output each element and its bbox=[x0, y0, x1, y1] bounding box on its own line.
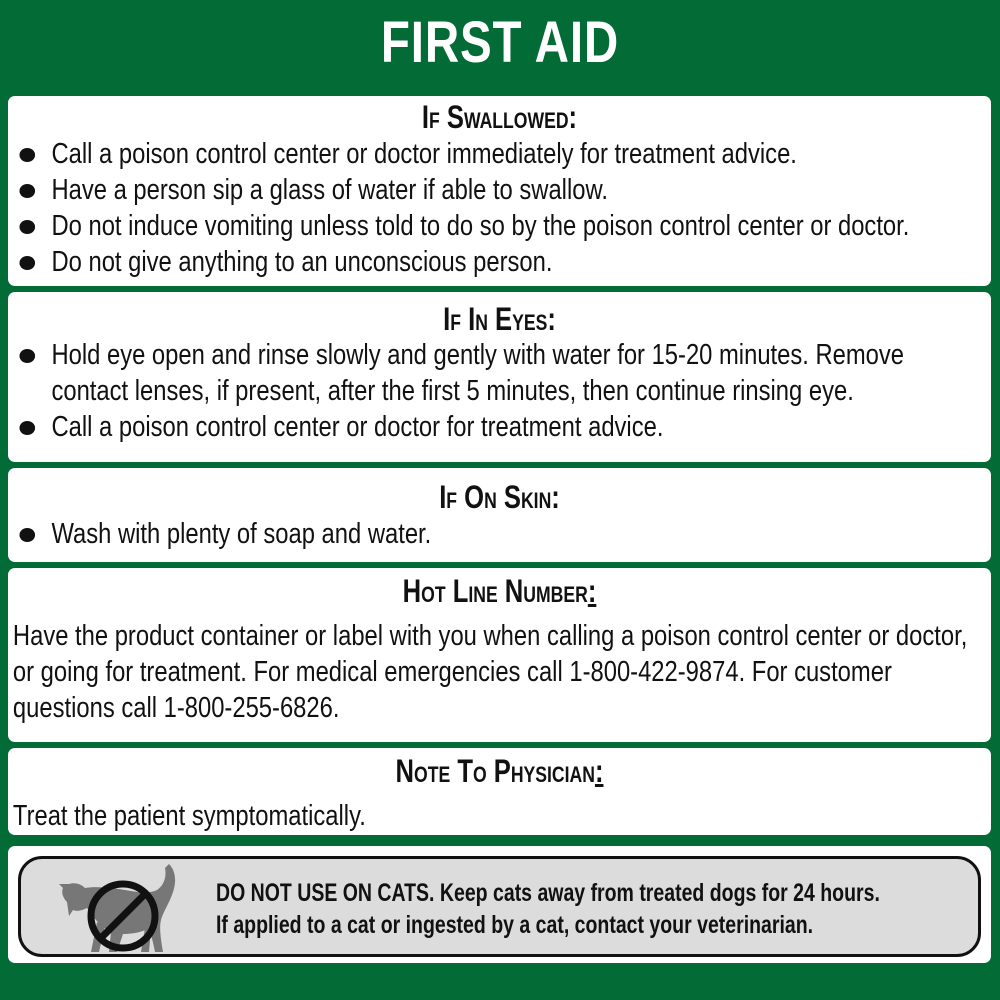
heading-text: Hot Line Number bbox=[402, 573, 588, 609]
list-item: Have a person sip a glass of water if able to swallow. bbox=[8, 172, 984, 208]
heading-colon: : bbox=[587, 573, 597, 609]
cat-warning-badge bbox=[18, 856, 981, 957]
page-title: FIRST AID bbox=[380, 10, 620, 75]
section-if-swallowed bbox=[8, 96, 991, 286]
section-if-in-eyes bbox=[8, 292, 991, 462]
list-item: Call a poison control center or doctor for treatment advice. bbox=[8, 409, 984, 445]
bullet-list bbox=[8, 337, 984, 445]
hotline-text: Have the product container or label with you when calling a poison control center or doctor, or going for treatment. For medical emergencies call 1-800-422-9874. For customer questions call 1-800-255-6826. bbox=[12, 620, 968, 724]
list-item: Wash with plenty of soap and water. bbox=[8, 516, 984, 552]
section-heading: If On Skin: bbox=[439, 479, 560, 515]
physician-text: Treat the patient symptomatically. bbox=[12, 800, 366, 832]
cat-warning-panel bbox=[8, 846, 991, 963]
bullet-list bbox=[8, 516, 984, 552]
heading-text: Note To Physician bbox=[395, 753, 595, 789]
bullet-list bbox=[8, 136, 984, 280]
list-item: Hold eye open and rinse slowly and gently with water for 15-20 minutes. Remove contact lenses, if present, after the first 5 minutes, then continue rinsing eye. bbox=[8, 337, 953, 409]
no-cats-icon bbox=[57, 862, 187, 954]
list-item: Call a poison control center or doctor immediately for treatment advice. bbox=[8, 136, 984, 172]
section-heading: If In Eyes: bbox=[443, 301, 556, 337]
section-heading: If Swallowed: bbox=[421, 99, 578, 135]
section-if-on-skin bbox=[8, 468, 991, 562]
cat-warning-text: DO NOT USE ON CATS. Keep cats away from treated dogs for 24 hours. If applied to a cat or ingested by a cat, contact your veterinarian. bbox=[216, 879, 880, 939]
heading-colon: : bbox=[594, 753, 604, 789]
section-heading bbox=[106, 754, 892, 788]
section-hotline bbox=[8, 568, 991, 742]
list-item: Do not give anything to an unconscious person. bbox=[8, 244, 984, 280]
section-heading bbox=[106, 574, 892, 608]
list-item: Do not induce vomiting unless told to do so by the poison control center or doctor. bbox=[8, 208, 984, 244]
section-physician bbox=[8, 748, 991, 835]
